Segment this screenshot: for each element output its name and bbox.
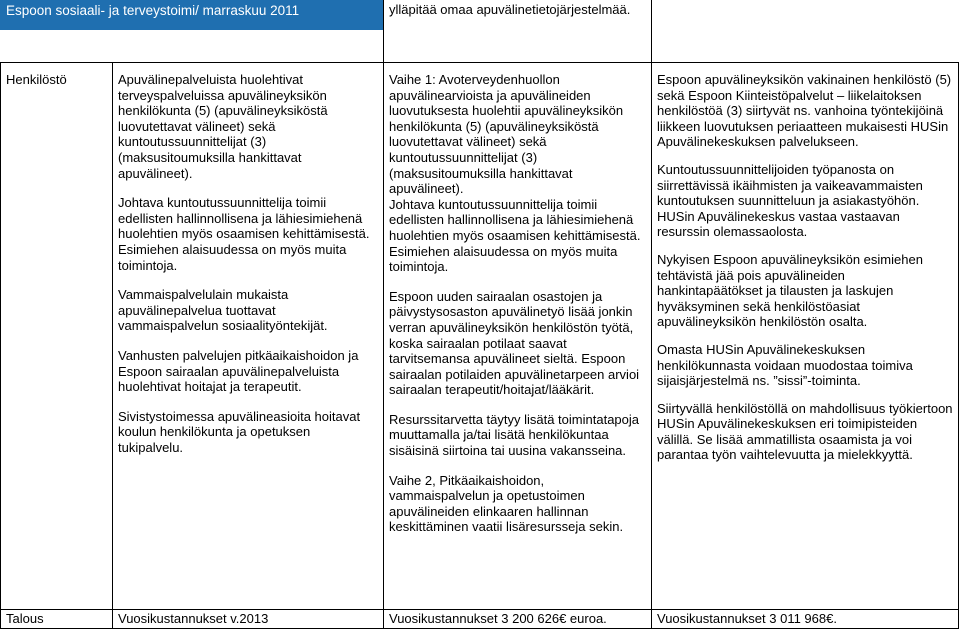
paragraph: Espoon apuvälineyksikön vakinainen henkilöstö (5) sekä Espoon Kiinteistöpalvelut – liikelaitoksen henkilöstöä (3) siirtyvät ns. vanhoina työntekijöinä liikkeen luovutuksen periaatteen mukaisesti HUSin Apuvälinekeskuksen palvelukseen. [657, 72, 952, 150]
paragraph: Johtava kuntoutussuunnittelija toimii edellisten hallinnollisena ja lähiesimiehenä huolehtien myös osaamisen kehittämisestä. Esimiehen alaisuudessa on myös muita toimintoja. [389, 196, 641, 275]
paragraph: Vaihe 2, Pitkäaikaishoidon, vammaispalvelun ja opetustoimen apuvälineiden elinkaaren hallinnan keskittäminen vaatii lisäresursseja sekin. [389, 472, 624, 535]
paragraph: Vammaispalvelulain mukaista apuvälinepalvelua tuottavat vammaispalvelun sosiaalityöntekijät. [118, 287, 328, 334]
paragraph: Sivistystoimessa apuvälineasioita hoitavat koulun henkilökunta ja opetuksen tukipalvelu. [118, 408, 361, 455]
henkilosto-phase-cell [389, 72, 647, 535]
table-border [112, 62, 113, 629]
table-border [651, 0, 652, 629]
paragraph: Apuvälinepalveluista huolehtivat terveyspalveluissa apuvälineyksikön henkilökunta (5) (apuvälineyksiköstä luovutettavat välineet) sekä kuntoutussuunnittelijat (3) (maksusitoumuksilla hankittavat apuvälineet). [118, 72, 328, 181]
talous-phase-cell: Vuosikustannukset 3 200 626€ euroa. [389, 611, 607, 626]
table-border [0, 609, 959, 610]
row-label-talous: Talous [6, 611, 44, 626]
paragraph: Vanhusten palvelujen pitkäaikaishoidon ja Espoon sairaalan apuvälinepalveluista huolehtivat hoitajat ja terapeutit. [118, 347, 359, 395]
paragraph: Johtava kuntoutussuunnittelija toimii edellisten hallinnollisena ja lähiesimiehenä huolehtien myös osaamisen kehittämisestä. Esimiehen alaisuudessa on myös muita toimintoja. [118, 195, 370, 273]
document-title: Espoon sosiaali- ja terveystoimi/ marraskuu 2011 [6, 3, 300, 18]
table-border [383, 0, 384, 629]
paragraph: Resurssitarvetta täytyy lisätä toimintatapoja muuttamalla ja/tai lisätä henkilökuntaa sisäisinä siirtoina tai uusina vakansseina. [389, 411, 639, 459]
header-banner [0, 0, 383, 30]
talous-current-cell: Vuosikustannukset v.2013 [118, 611, 269, 626]
paragraph: Omasta HUSin Apuvälinekeskuksen henkilökunnasta voidaan muodostaa toimiva sijaisjärjestelmä ns. ”sissi”-toiminta. [657, 341, 913, 389]
henkilosto-hus-cell [657, 72, 953, 463]
paragraph: Kuntoutussuunnittelijoiden työpanosta on siirrettävissä ikäihmisten ja vaikeavammaisten kuntoutuksen suunnitteluun ja asiakastyöhön. HUSin Apuvälinekeskus vastaa vastaavan resurssin olemassaolosta. [657, 161, 923, 240]
paragraph: Espoon uuden sairaalan osastojen ja päivystysosaston apuvälinetyö lisää jonkin verran apuvälineyksikön henkilöstön työtä, koska sairaalan potilaat saavat tarvitsemansa apuvälineet sieltä. Espoon sairaalan potilaiden apuvälinetarpeen arvioi sairaalan terapeutit/hoitajat/lääkärit. [389, 288, 640, 398]
paragraph: Nykyisen Espoon apuvälineyksikön esimiehen tehtävistä jää pois apuvälineiden hankintapäätökset ja tilausten ja laskujen hyväksyminen sekä henkilöstöasiat apuvälineyksikön henkilöstön osalta. [657, 251, 923, 330]
table-border [0, 62, 959, 63]
talous-hus-cell: Vuosikustannukset 3 011 968€. [657, 611, 837, 626]
table-border [0, 62, 1, 629]
continued-text: ylläpitää omaa apuvälinetietojärjestelmää. [389, 2, 631, 17]
paragraph: Siirtyvällä henkilöstöllä on mahdollisuus työkiertoon HUSin Apuvälinekeskuksen eri toimipisteiden välillä. Se lisää ammatillista osaamista ja voi parantaa työn vaihtelevuutta ja mielekkyyttä. [657, 400, 953, 463]
row-label-henkilosto: Henkilöstö [6, 72, 67, 87]
henkilosto-current-cell [118, 72, 378, 455]
paragraph: Vaihe 1: Avoterveydenhuollon apuvälinearvioista ja apuvälineiden luovutuksesta huolehtii apuvälineyksikön henkilökunta (5) (apuvälineyksiköstä luovutettavat välineet) sekä kuntoutussuunnittelijat (3) (maksusitoumuksilla hankittavat apuvälineet). [389, 72, 624, 197]
